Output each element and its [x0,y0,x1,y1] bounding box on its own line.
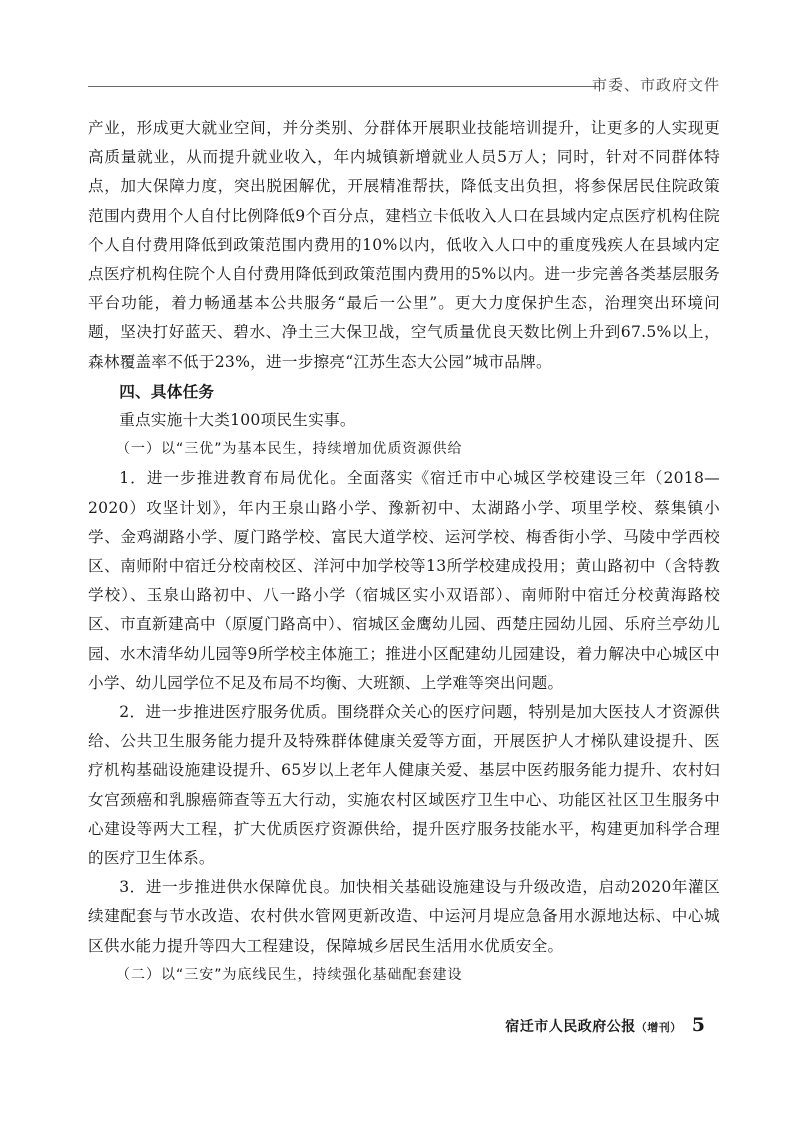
header-rule [88,86,600,87]
page-header [88,72,720,100]
paragraph-item-1: 1．进一步推进教育布局优化。全面落实《宿迁市中心城区学校建设三年（2018—2020）攻坚计划》，年内王泉山路小学、豫新初中、太湖路小学、项里学校、蔡集镇小学、金鸡湖路小学、厦门路学校、富民大道学校、运河学校、梅香街小学、马陵中学西校区、南师附中宿迁分校南校区、洋河中加学校等13所学校建成投用；黄山路初中（含特教学校）、玉泉山路初中、八一路小学（宿城区实小双语部）、南师附中宿迁分校黄海路校区、市直新建高中（原厦门路高中）、宿城区金鹰幼儿园、西楚庄园幼儿园、乐府兰亭幼儿园、水木清华幼儿园等9所学校主体施工；推进小区配建幼儿园建设，着力解决中心城区中小学、幼儿园学位不足及布局不均衡、大班额、上学难等突出问题。 [88,469,720,692]
document-body [88,114,720,990]
page-footer [505,1014,705,1036]
page-number: 5 [691,1014,705,1036]
paragraph-item-3: 3．进一步推进供水保障优良。加快相关基础设施建设与升级改造，启动2020年灌区续建配套与节水改造、农村供水管网更新改造、中运河月堤应急备用水源地达标、中心城区供水能力提升等四大工程建设，保障城乡居民生活用水优质安全。 [88,878,720,955]
paragraph-intro: 产业，形成更大就业空间，并分类别、分群体开展职业技能培训提升，让更多的人实现更高质量就业，从而提升就业收入，年内城镇新增就业人员5万人；同时，针对不同群体特点，加大保障力度，突出脱困解优，开展精准帮扶，降低支出负担，将参保居民住院政策范围内费用个人自付比例降低9个百分点，建档立卡低收入人口在县域内定点医疗机构住院个人自付费用降低到政策范围内费用的10%以内，低收入人口中的重度残疾人在县域内定点医疗机构住院个人自付费用降低到政策范围内费用的5%以内。进一步完善各类基层服务平台功能，着力畅通基本公共服务“最后一公里”。更大力度保护生态，治理突出环境问题，坚决打好蓝天、碧水、净土三大保卫战，空气质量优良天数比例上升到67.5%以上，森林覆盖率不低于23%，进一步擦亮“江苏生态大公园”城市品牌。 [88,119,720,371]
footer-suffix: （增刊） [635,1021,682,1034]
section-heading: 四、具体任务 [119,381,215,401]
subsection-heading: （二）以“三安”为底线民生，持续强化基础配套建设 [116,966,463,983]
footer-title: 宿迁市人民政府公报（增刊） [505,1019,682,1035]
header-title: 市委、市政府文件 [591,76,720,94]
subsection-heading: （一）以“三优”为基本民生，持续增加优质资源供给 [116,441,463,458]
paragraph-item-2: 2．进一步推进医疗服务优质。围绕群众关心的医疗问题，特别是加大医技人才资源供给、公共卫生服务能力提升及特殊群体健康关爱等方面，开展医护人才梯队建设提升、医疗机构基础设施建设提升、65岁以上老年人健康关爱、基层中医药服务能力提升、农村妇女宫颈癌和乳腺癌筛查等五大行动，实施农村区域医疗卫生中心、功能区社区卫生服务中心建设等两大工程，扩大优质医疗资源供给，提升医疗服务技能水平，构建更加科学合理的医疗卫生体系。 [88,703,720,868]
paragraph-summary: 重点实施十大类100项民生实事。 [119,411,356,430]
